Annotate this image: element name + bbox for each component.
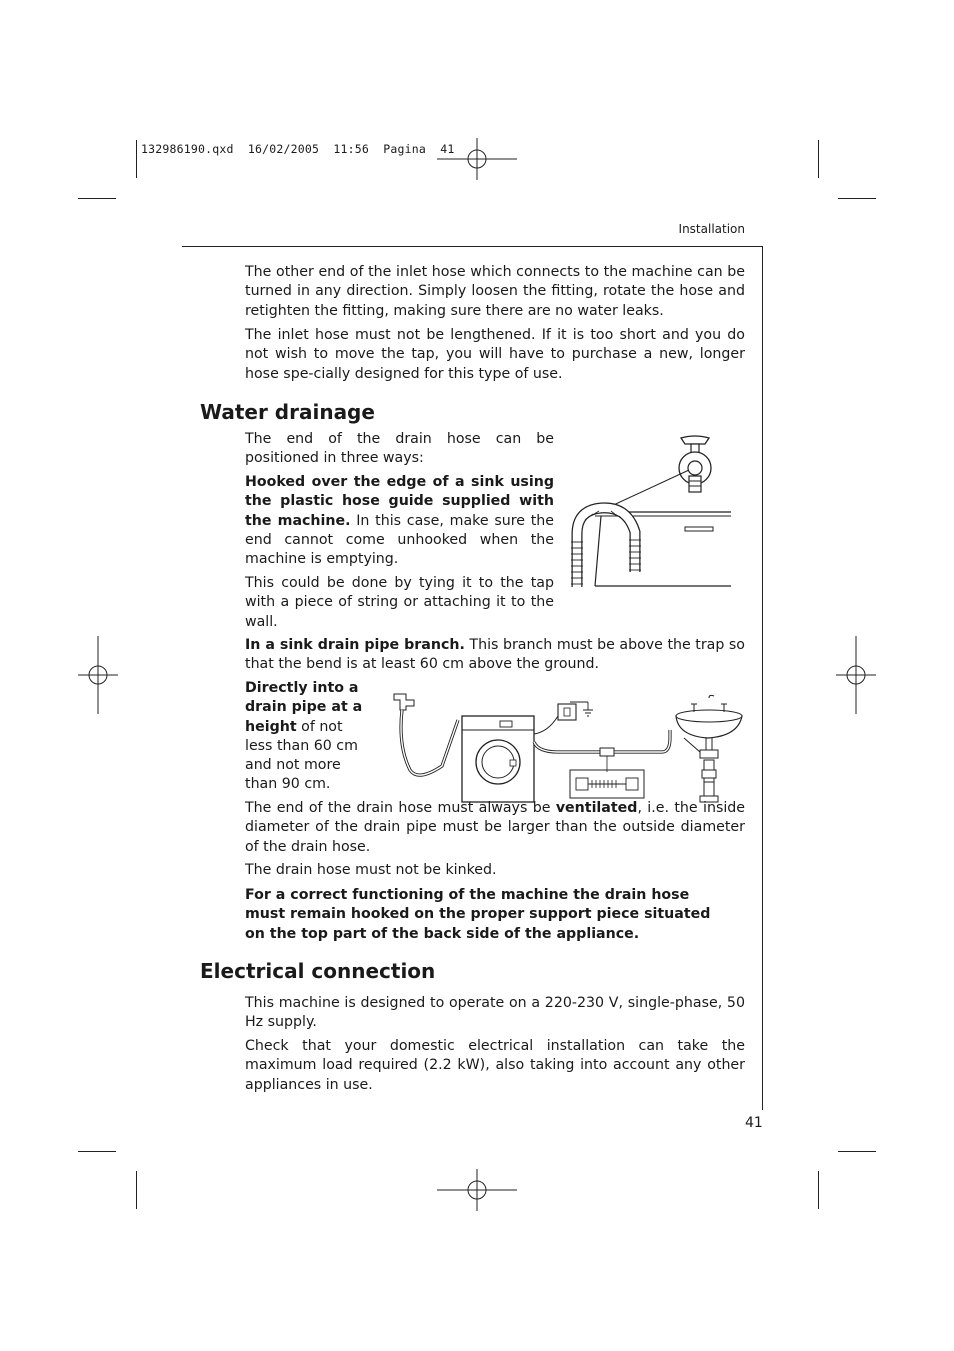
margin-rule [762, 246, 763, 1110]
branch-option-text: This branch must be above the trap so that the bend is at least 60 cm above the ground. [245, 637, 745, 673]
drainage-warning: For a correct functioning of the machine the drain hose must remain hooked on the proper support piece situated on the top part of the back side of the appliance. [245, 887, 711, 942]
drainage-paragraph-4 [245, 636, 745, 675]
page-number: 41 [745, 1115, 763, 1131]
intro-paragraph-2: The inlet hose must not be lengthened. If it is too short and you do not wish to move the tap, you will have to purchase a new, longer hose spe-cially designed for this type of use. [245, 327, 745, 382]
ventilation-text-b: , i.e. the inside diameter of the drain pipe must be larger than the outside diameter of the drain hose. [245, 800, 746, 855]
section-label: Installation [678, 222, 745, 236]
registration-mark-bottom [437, 1169, 517, 1211]
electrical-connection-heading: Electrical connection [200, 959, 436, 983]
ventilation-text-a: The end of the drain hose must always be [245, 800, 556, 816]
sink-option-text: In this case, make sure the end cannot come unhooked when the machine is emptying. [245, 512, 554, 568]
print-slug: 132986190.qxd 16/02/2005 11:56 Pagina 41 [141, 142, 455, 156]
installation-illustration [388, 686, 746, 808]
sink-hook-illustration [565, 432, 740, 592]
branch-option-bold: In a sink drain pipe branch. [245, 637, 465, 653]
drainage-paragraph-3: This could be done by tying it to the tap with a piece of string or attaching it to the wall. [245, 575, 554, 630]
electrical-paragraph-2: Check that your domestic electrical installation can take the maximum load required (2.2 kW), also taking into account any other appliances in use. [245, 1038, 745, 1093]
drainage-paragraph-5 [245, 679, 373, 795]
sink-option-bold: Hooked over the edge of a sink using the plastic hose guide supplied with the machine. [245, 474, 554, 529]
header-rule [182, 246, 763, 247]
registration-mark-left [78, 636, 118, 714]
ventilated-bold: ventilated [555, 800, 638, 816]
drainage-paragraph-2 [245, 473, 554, 569]
registration-mark-right [836, 636, 876, 714]
electrical-paragraph-1: This machine is designed to operate on a 220-230 V, single-phase, 50 Hz supply. [245, 995, 745, 1031]
drainage-paragraph-6 [245, 799, 745, 857]
drain-pipe-option-bold: Directly into a drain pipe at a height [245, 680, 363, 735]
intro-paragraph-1: The other end of the inlet hose which connects to the machine can be turned in any direction. Simply loosen the fitting, rotate the hose and retighten the fitting, making sure there are no water leaks. [245, 264, 745, 319]
drainage-paragraph-1: The end of the drain hose can be positioned in three ways: [245, 431, 554, 467]
drainage-paragraph-7: The drain hose must not be kinked. [245, 862, 497, 878]
water-drainage-heading: Water drainage [200, 400, 375, 424]
drain-pipe-option-text: of not less than 60 cm and not more than 90 cm. [245, 718, 358, 793]
